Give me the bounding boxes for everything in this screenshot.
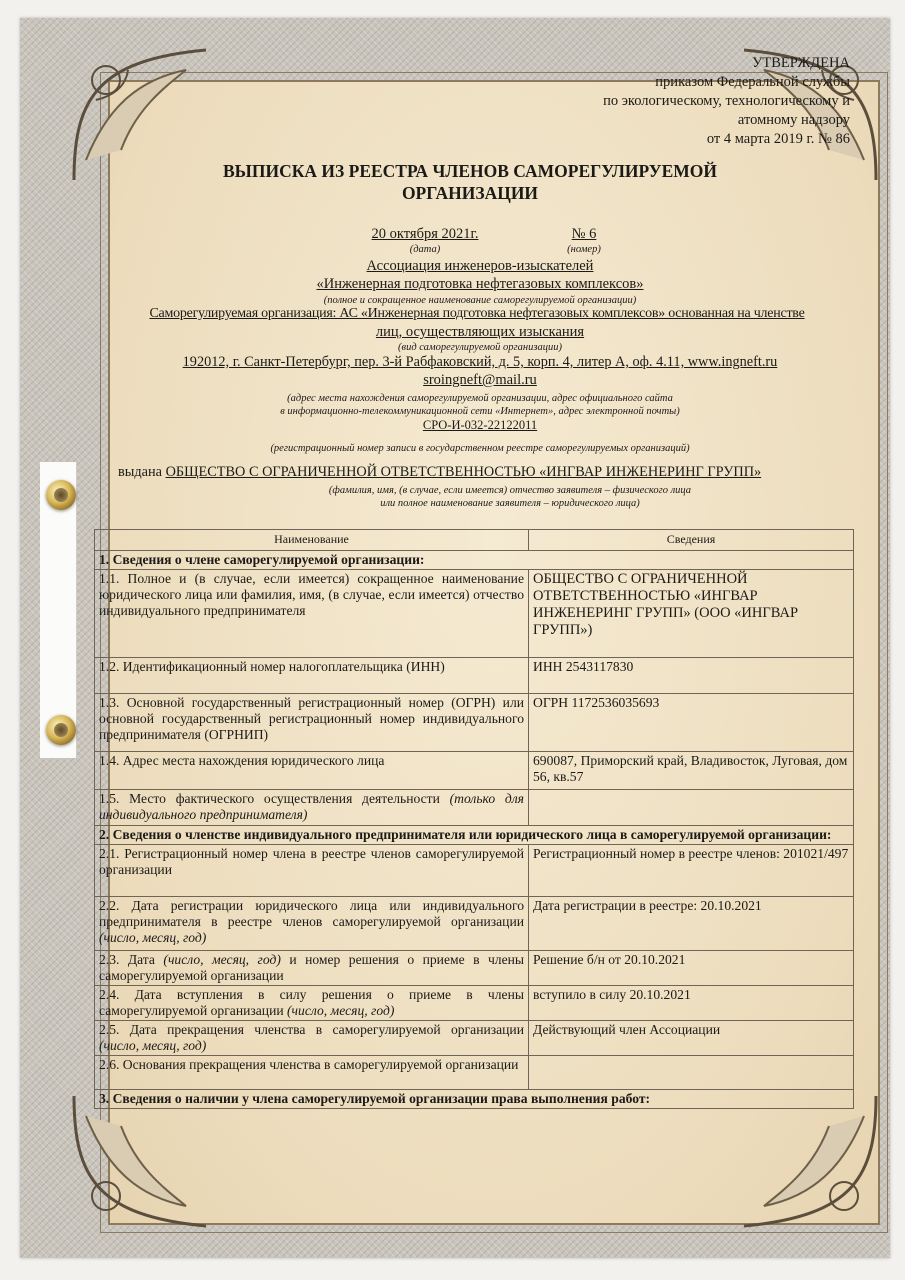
grommet-icon: [46, 715, 76, 745]
section-row: [95, 551, 854, 570]
row-label: 2.5. Дата прекращения членства в саморегулируемой организации: [99, 1022, 524, 1037]
issued-to-name: ОБЩЕСТВО С ОГРАНИЧЕННОЙ ОТВЕТСТВЕННОСТЬЮ «ИНГВАР ИНЖЕНЕРИНГ ГРУПП»: [165, 464, 762, 480]
table-row: [95, 1021, 854, 1056]
table-row: [95, 951, 854, 986]
row-value: ОБЩЕСТВО С ОГРАНИЧЕННОЙ ОТВЕТСТВЕННОСТЬЮ «ИНГВАР ИНЖЕНЕРИНГ ГРУПП» (ООО «ИНГВАР ГРУПП»): [529, 570, 854, 658]
row-value: Дата регистрации в реестре: 20.10.2021: [529, 897, 854, 951]
approval-line: УТВЕРЖДЕНА: [752, 55, 850, 71]
row-label: и номер решения о приеме в члены саморегулируемой организации: [99, 952, 525, 983]
issued-to-line: [118, 464, 858, 481]
title-line: ВЫПИСКА ИЗ РЕЕСТРА ЧЛЕНОВ САМОРЕГУЛИРУЕМОЙ: [222, 161, 717, 181]
issue-date: 20 октября 2021г.: [371, 226, 479, 242]
row-label: 1.1. Полное и (в случае, если имеется) сокращенное наименование юридического лица или фамилия, имя, (в случае, если имеется) отчество индивидуального предпринимателя: [95, 570, 529, 658]
approval-line: приказом Федеральной службы: [655, 74, 850, 90]
row-value: 690087, Приморский край, Владивосток, Луговая, дом 56, кв.57: [529, 752, 854, 790]
title-line: ОРГАНИЗАЦИИ: [401, 183, 539, 203]
row-label-cell: [95, 897, 529, 951]
row-value: ОГРН 1172536035693: [529, 694, 854, 752]
row-label: 1.3. Основной государственный регистрационный номер (ОГРН) или основной государственный регистрационный номер индивидуального предпринимателя (ОГРНИП): [95, 694, 529, 752]
row-note: (число, месяц, год): [163, 952, 281, 967]
row-label: 1.5. Место фактического осуществления деятельности: [99, 791, 440, 806]
section-title: 2. Сведения о членстве индивидуального предпринимателя или юридического лица в саморегулируемой организации:: [95, 826, 854, 845]
row-note: (число, месяц, год): [99, 1038, 207, 1053]
row-label-cell: [95, 1021, 529, 1056]
sro-type-line2: лиц, осуществляющих изыскания: [375, 324, 585, 340]
registry-table: [94, 529, 854, 1109]
sro-email: sroingneft@mail.ru: [423, 372, 537, 388]
sro-name-caption: (полное и сокращенное наименование саморегулируемой организации): [323, 295, 637, 306]
sro-address-caption2: в информационно-телекоммуникационной сети «Интернет», адрес электронной почты): [280, 406, 680, 417]
issue-number-caption: (номер): [567, 244, 601, 255]
issued-caption2: или полное наименование заявителя – юридического лица): [380, 498, 640, 509]
table-row: [95, 790, 854, 826]
sro-name-line1: Ассоциация инженеров-изыскателей: [366, 258, 594, 274]
row-label: 1.4. Адрес места нахождения юридического лица: [95, 752, 529, 790]
sro-address-line1: 192012, г. Санкт-Петербург, пер. 3-й Рабфаковский, д. 5, корп. 4, литер А, оф. 4.11, www.ingneft.ru: [182, 354, 778, 370]
row-value: Решение б/н от 20.10.2021: [529, 951, 854, 986]
table-row: [95, 570, 854, 658]
approval-line: атомному надзору: [737, 112, 850, 128]
row-value: Действующий член Ассоциации: [529, 1021, 854, 1056]
row-value: ИНН 2543117830: [529, 658, 854, 694]
table-row: [95, 986, 854, 1021]
table-row: [95, 897, 854, 951]
issued-caption1: (фамилия, имя, (в случае, если имеется) отчество заявителя – физического лица: [328, 485, 692, 496]
row-label: 2.1. Регистрационный номер члена в реестре членов саморегулируемой организации: [95, 845, 529, 897]
table-header-row: [95, 530, 854, 551]
row-label: 2.3. Дата: [99, 952, 155, 967]
sro-type-line1: Саморегулируемая организация: АС «Инженерная подготовка нефтегазовых комплексов» основанная на членстве: [149, 306, 805, 321]
row-value: вступило в силу 20.10.2021: [529, 986, 854, 1021]
row-label-cell: [95, 951, 529, 986]
approval-line: по экологическому, технологическому и: [603, 93, 850, 109]
row-note: (только для индивидуального предпринимателя): [99, 791, 524, 822]
sro-type-caption: (вид саморегулируемой организации): [398, 342, 562, 353]
header-name: Наименование: [95, 530, 529, 551]
sro-reg-caption: (регистрационный номер записи в государственном реестре саморегулируемых организаций): [270, 443, 690, 454]
header-info: Сведения: [529, 530, 854, 551]
table-row: [95, 1056, 854, 1090]
row-note: (число, месяц, год): [99, 930, 207, 945]
issue-date-caption: (дата): [409, 244, 441, 255]
table-row: [95, 845, 854, 897]
row-label: 2.4. Дата вступления в силу решения о приеме в члены саморегулируемой организации: [99, 987, 524, 1018]
issued-label: выдана: [118, 464, 162, 480]
document-title: [140, 160, 800, 204]
grommet-icon: [46, 480, 76, 510]
section-row: [95, 826, 854, 845]
section-title: 1. Сведения о члене саморегулируемой организации:: [95, 551, 854, 570]
row-label-cell: [95, 790, 529, 826]
row-label-cell: [95, 986, 529, 1021]
row-note: (число, месяц, год): [287, 1003, 395, 1018]
issue-number: № 6: [571, 226, 597, 242]
sro-name-line2: «Инженерная подготовка нефтегазовых комплексов»: [316, 276, 644, 292]
row-value: [529, 1056, 854, 1090]
approval-line: от 4 марта 2019 г. № 86: [706, 131, 850, 147]
table-row: [95, 752, 854, 790]
section-row: [95, 1090, 854, 1109]
section-title: 3. Сведения о наличии у члена саморегулируемой организации права выполнения работ:: [95, 1090, 854, 1109]
row-value: Регистрационный номер в реестре членов: 201021/497: [529, 845, 854, 897]
approval-block: [560, 54, 850, 149]
row-label: 1.2. Идентификационный номер налогоплательщика (ИНН): [95, 658, 529, 694]
row-label: 2.6. Основания прекращения членства в саморегулируемой организации: [95, 1056, 529, 1090]
sro-address-caption1: (адрес места нахождения саморегулируемой организации, адрес официального сайта: [287, 393, 673, 404]
table-row: [95, 694, 854, 752]
sro-reg-number: СРО-И-032-22122011: [422, 418, 538, 432]
table-row: [95, 658, 854, 694]
row-value: [529, 790, 854, 826]
row-label: 2.2. Дата регистрации юридического лица или индивидуального предпринимателя в реестре членов саморегулируемой организации: [99, 898, 524, 929]
